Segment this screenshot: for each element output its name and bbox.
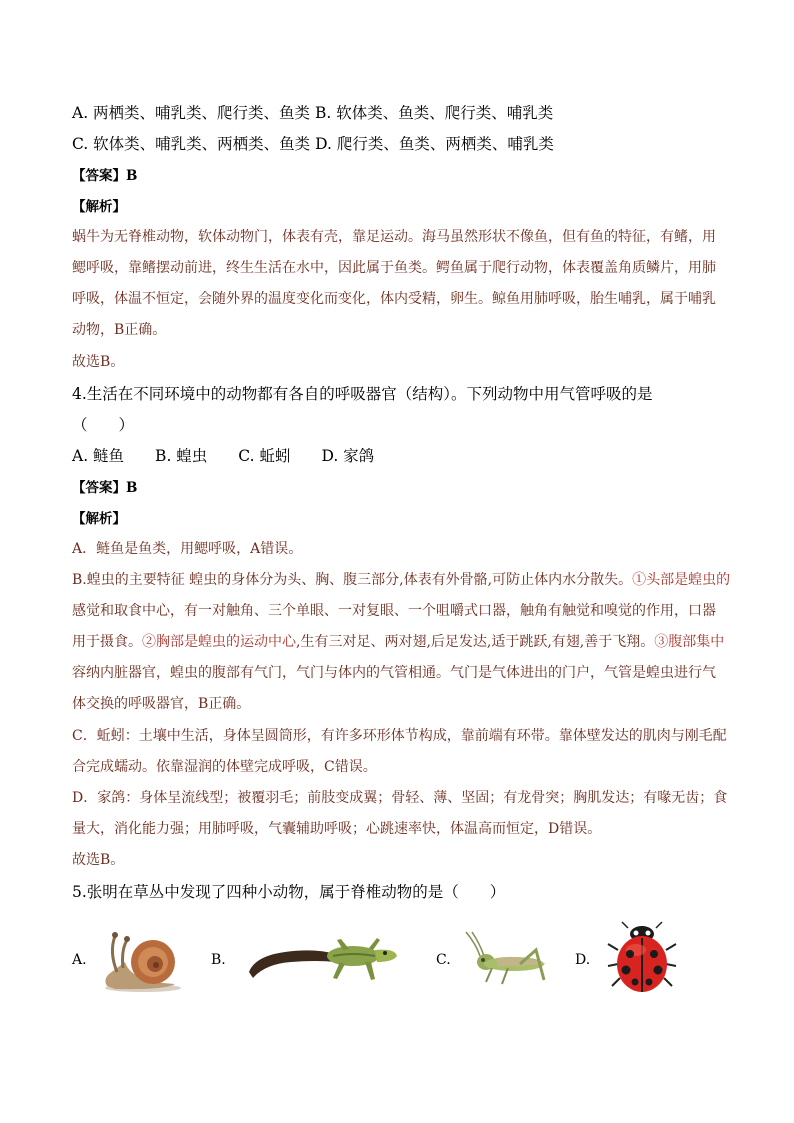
q4-analysis-c1: C．蚯蚓：土壤中生活，身体呈圆筒形，有许多环形体节构成，靠前端有环带。靠体壁发达的肌肉与刚毛配	[72, 728, 727, 744]
q5-label-d: D.	[575, 952, 591, 968]
grasshopper-icon	[462, 930, 550, 988]
q4-analysis-b1-head: ①头部是蝗虫的	[632, 572, 731, 588]
q4-analysis-b5: 体交换的呼吸器官，B正确。	[72, 696, 251, 712]
q4-analysis-b1-text: B.蝗虫的主要特征 蝗虫的身体分为头、胸、腹三部分,体表有外骨骼,可防止体内水分散失。	[72, 572, 633, 588]
q4-analysis-b2: 感觉和取食中心，有一对触角、三个单眼、一对复眼、一个咀嚼式口器，触角有触觉和嗅觉的作用，口器	[72, 603, 716, 619]
q4-analysis-b3	[72, 631, 724, 651]
q5-stem: 5.张明在草丛中发现了四种小动物，属于脊椎动物的是（ ）	[72, 883, 506, 901]
q5-label-c: C.	[436, 952, 451, 968]
q4-options: A. 鲢鱼 B. 蝗虫 C. 蚯蚓 D. 家鸽	[72, 447, 375, 465]
q4-answer: 【答案】B	[72, 480, 138, 496]
q4-analysis-a: A．鲢鱼是鱼类，用鳃呼吸，A错误。	[72, 541, 303, 557]
q4-analysis-b4: 容纳内脏器官，蝗虫的腹部有气门，气门与体内的气管相通。气门是气体进出的门户，气管是蝗虫进行气	[72, 665, 716, 681]
q4-analysis-title: 【解析】	[72, 511, 126, 527]
q3-options-line1: A. 两栖类、哺乳类、爬行类、鱼类 B. 软体类、鱼类、爬行类、哺乳类	[72, 104, 554, 122]
q4-analysis-b3-a: 用于摄食。	[72, 634, 142, 650]
q3-analysis-line: 鳃呼吸，靠鳍摆动前进，终生生活在水中，因此属于鱼类。鳄鱼属于爬行动物，体表覆盖角质鳞片，用肺	[72, 260, 716, 276]
q4-analysis-b3-c: ,生有三对足、两对翅,后足发达,适于跳跃,有翅,善于飞翔。	[296, 634, 655, 650]
q4-analysis-b3-b: ②胸部是蝗虫的运动中心	[142, 634, 296, 650]
q5-options-row	[0, 920, 794, 1000]
q5-label-b: B.	[211, 952, 226, 968]
q5-label-a: A.	[72, 952, 87, 968]
q4-conclusion: 故选B。	[72, 852, 125, 868]
ladybug-icon	[606, 920, 678, 996]
q3-analysis-title: 【解析】	[72, 199, 126, 215]
q4-analysis-d2: 量大，消化能力强；用肺呼吸，气囊辅助呼吸；心跳速率快，体温高而恒定，D错误。	[72, 821, 602, 837]
q3-analysis-line: 呼吸，体温不恒定，会随外界的温度变化而变化，体内受精，卵生。鲸鱼用肺呼吸，胎生哺乳，属于哺乳	[72, 291, 716, 307]
lizard-icon	[245, 934, 400, 986]
q3-conclusion: 故选B。	[72, 354, 125, 370]
q4-stem-line1: 4.生活在不同环境中的动物都有各自的呼吸器官（结构）。下列动物中用气管呼吸的是	[72, 385, 653, 403]
q4-analysis-b3-d: ③腹部集中	[654, 634, 725, 650]
q4-stem-line2: （ ）	[72, 416, 135, 434]
q3-analysis-line: 蜗牛为无脊椎动物，软体动物门，体表有壳，靠足运动。海马虽然形状不像鱼，但有鱼的特征，有鳍，用	[72, 229, 716, 245]
q4-analysis-c2: 合完成蠕动。依靠湿润的体壁完成呼吸，C错误。	[72, 759, 377, 775]
snail-icon	[95, 922, 185, 994]
q3-options-line2: C. 软体类、哺乳类、两栖类、鱼类 D. 爬行类、鱼类、两栖类、哺乳类	[72, 135, 554, 153]
q3-answer: 【答案】B	[72, 168, 138, 184]
q3-analysis-line: 动物，B正确。	[72, 322, 167, 338]
q4-analysis-d1: D．家鸽：身体呈流线型；被覆羽毛；前肢变成翼；骨轻、薄、坚固；有龙骨突；胸肌发达；有喙无齿；食	[72, 790, 728, 806]
q4-analysis-b1	[72, 569, 730, 589]
